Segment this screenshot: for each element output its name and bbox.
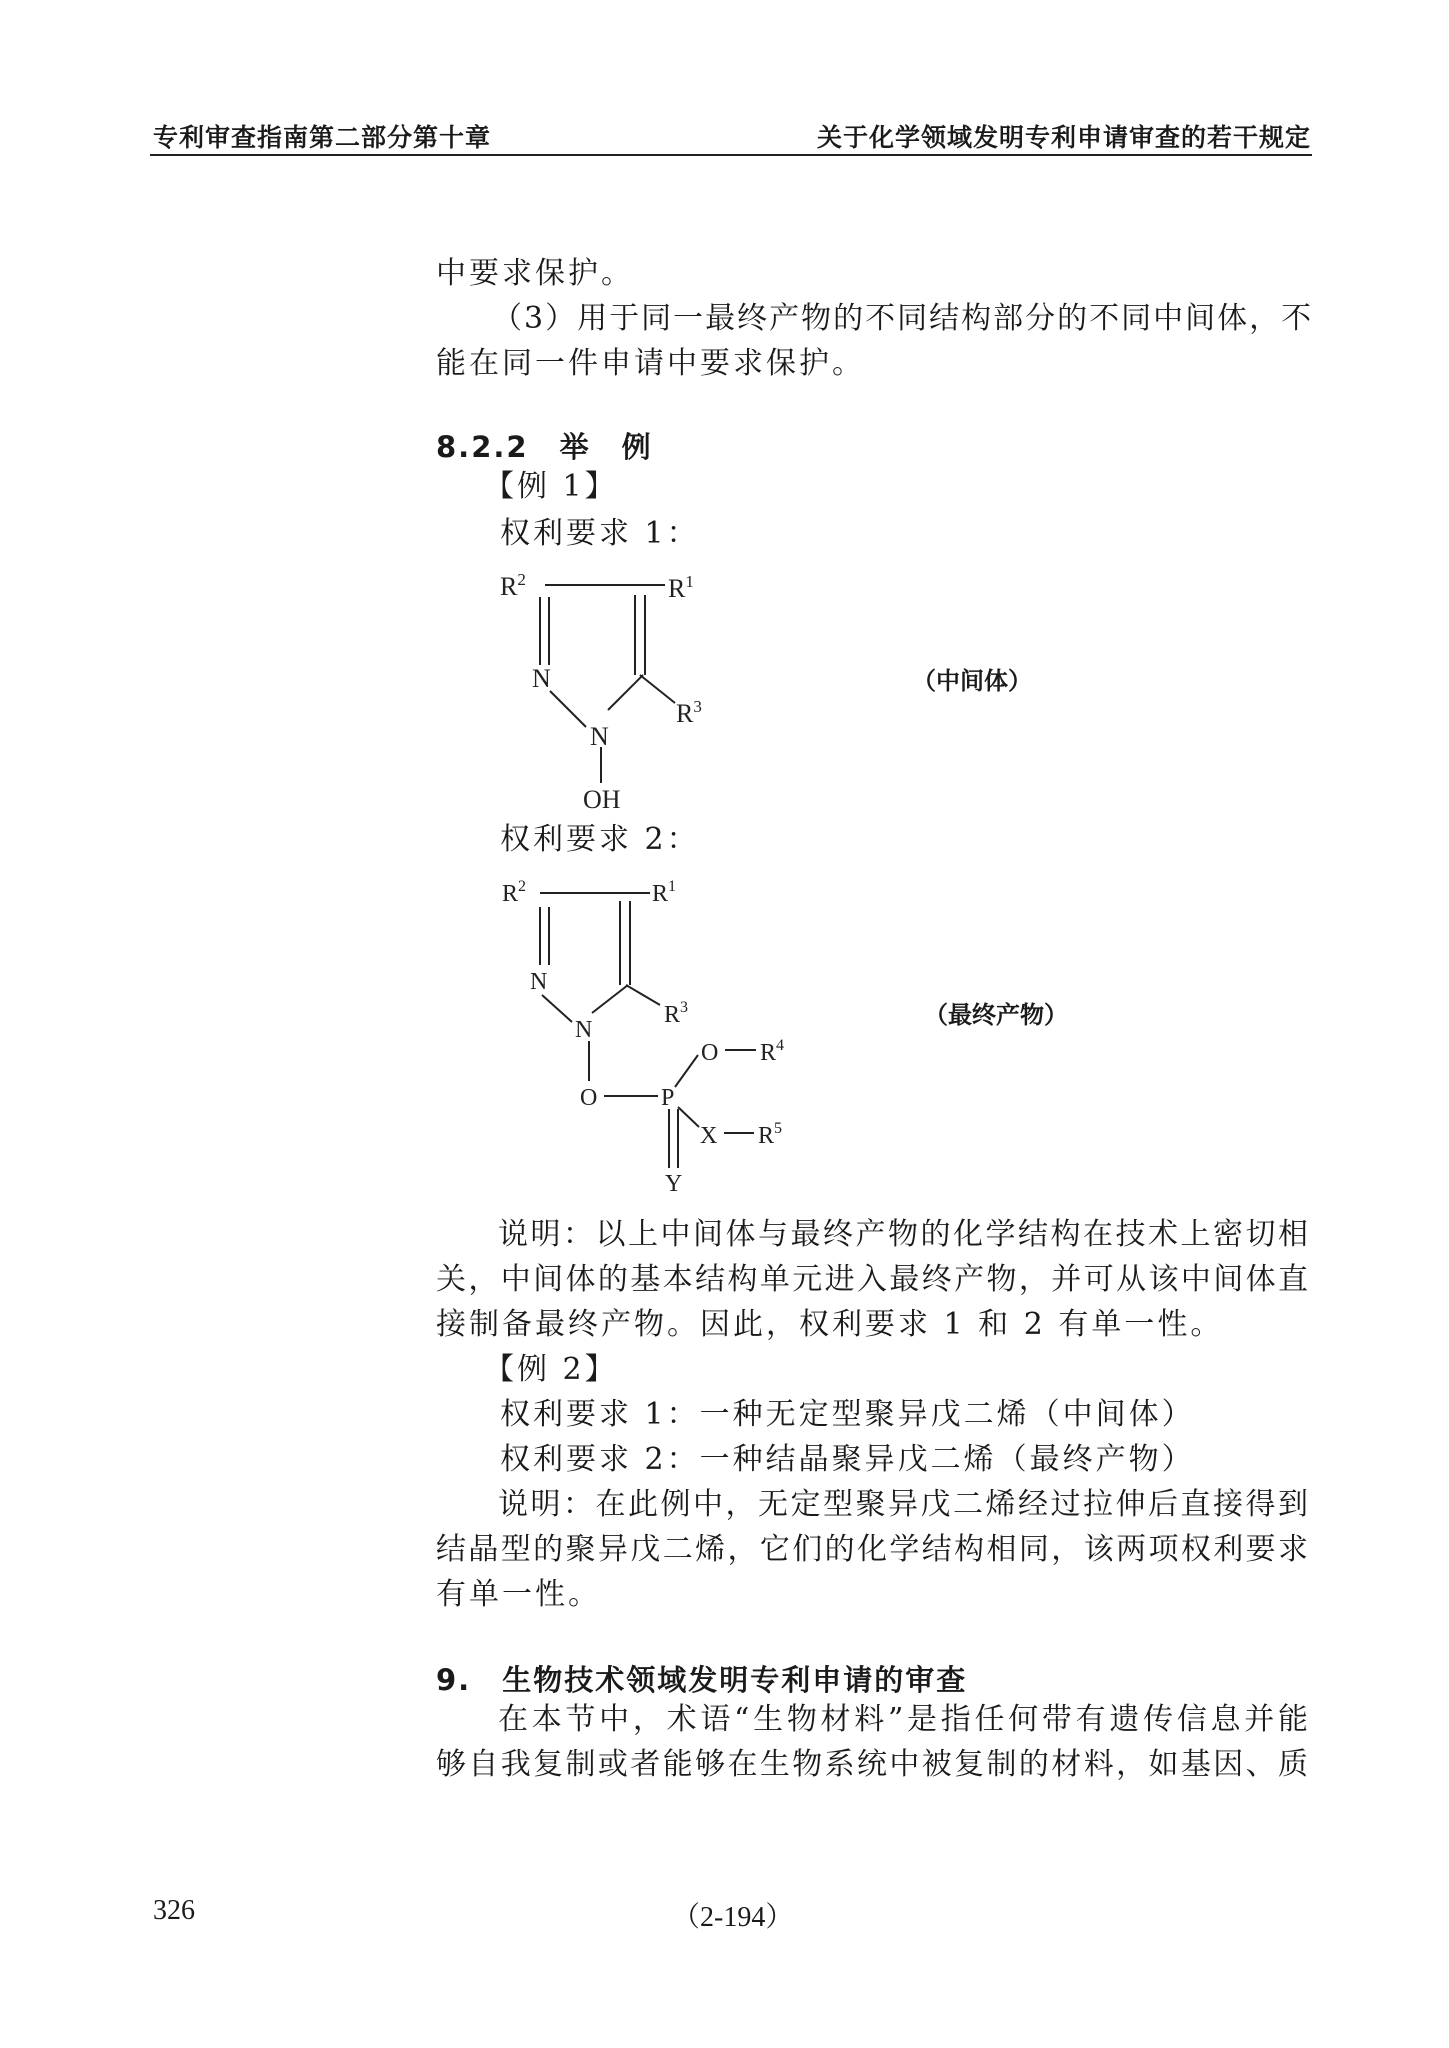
text-line: 够自我复制或者能够在生物系统中被复制的材料，如基因、质	[436, 1747, 1310, 1782]
running-header-right: 关于化学领域发明专利申请审查的若干规定	[816, 123, 1311, 152]
section-heading: 8.2.2 举 例	[436, 430, 653, 464]
r3-label: $R^3$	[664, 999, 689, 1028]
o-atom-link: O	[580, 1085, 598, 1111]
n-atom-lower: N	[575, 1017, 593, 1043]
header-rule	[150, 154, 1312, 156]
structure-final-product	[480, 865, 1080, 1195]
r5-label: $R^5$	[758, 1120, 783, 1149]
n-atom-lower: N	[590, 722, 609, 751]
text-line: 权利要求 1：一种无定型聚异戊二烯（中间体）	[500, 1397, 1195, 1432]
text-line: （3）用于同一最终产物的不同结构部分的不同中间体，不	[492, 301, 1314, 336]
final-product-label: （最终产物）	[924, 1001, 1068, 1029]
text-line: 在本节中，术语“生物材料”是指任何带有遗传信息并能	[498, 1702, 1310, 1737]
n-atom-upper: N	[532, 664, 551, 693]
intermediate-label: （中间体）	[912, 667, 1032, 695]
text-line: 接制备最终产物。因此，权利要求 1 和 2 有单一性。	[436, 1307, 1224, 1342]
text-line: 关，中间体的基本结构单元进入最终产物，并可从该中间体直	[436, 1262, 1310, 1297]
r2-label: $R^2$	[502, 878, 527, 907]
r1-label: $R^1$	[652, 878, 677, 907]
x-atom: X	[700, 1123, 718, 1149]
text-line: 中要求保护。	[436, 256, 634, 291]
r3-label: $R^3$	[676, 697, 702, 728]
text-line: 权利要求 2：一种结晶聚异戊二烯（最终产物）	[500, 1442, 1195, 1477]
r1-label: $R^1$	[668, 572, 694, 603]
footer-center: （2-194）	[672, 1902, 794, 1933]
example-label: 【例 2】	[484, 1352, 618, 1387]
text-line: 说明：在此例中，无定型聚异戊二烯经过拉伸后直接得到	[498, 1487, 1310, 1522]
r2-label: $R^2$	[500, 570, 526, 601]
page-number: 326	[153, 1895, 195, 1926]
r4-label: $R^4$	[760, 1037, 785, 1066]
text-line: 有单一性。	[436, 1577, 601, 1612]
n-atom-upper: N	[530, 969, 548, 995]
oh-group: OH	[583, 785, 621, 814]
section-heading: 9. 生物技术领域发明专利申请的审查	[436, 1663, 968, 1697]
p-atom: P	[661, 1085, 675, 1111]
running-header-left: 专利审查指南第二部分第十章	[153, 123, 492, 152]
text-line: 说明：以上中间体与最终产物的化学结构在技术上密切相	[498, 1217, 1310, 1252]
o-atom-r4: O	[701, 1040, 719, 1066]
example-label: 【例 1】	[484, 469, 618, 504]
text-line: 结晶型的聚异戊二烯，它们的化学结构相同，该两项权利要求	[436, 1532, 1310, 1567]
y-atom: Y	[665, 1171, 683, 1195]
claim-label: 权利要求 2：	[500, 822, 700, 857]
claim-label: 权利要求 1：	[500, 516, 700, 551]
text-line: 能在同一件申请中要求保护。	[436, 346, 865, 381]
